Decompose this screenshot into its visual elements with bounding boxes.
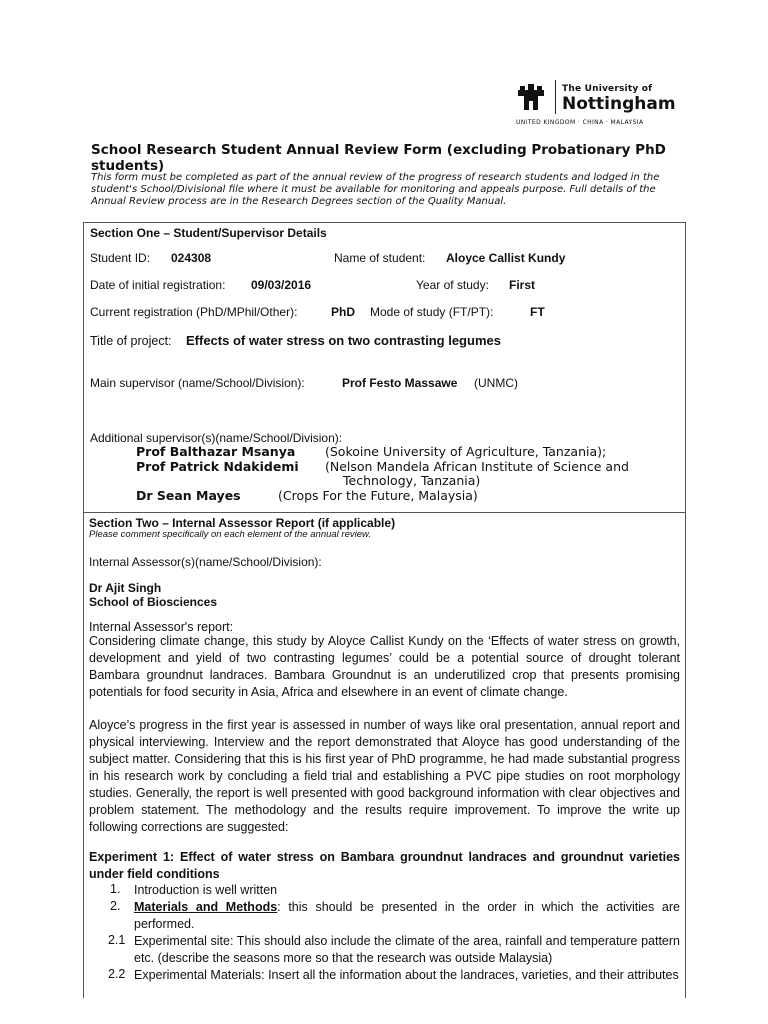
student-id-label: Student ID: [90,251,151,265]
university-name: Nottingham [562,94,676,114]
form-title: School Research Student Annual Review Form (excluding Probationary PhD students) [91,142,666,174]
materials-methods-heading: Materials and Methods [134,900,278,914]
section-two-heading: Section Two – Internal Assessor Report (if applicable) [89,516,396,530]
section-divider [83,512,685,513]
main-supervisor-affiliation: (UNMC) [474,376,518,390]
report-label: Internal Assessor's report: [89,620,234,634]
student-id-value: 024308 [171,251,212,265]
list-number: 2.1 [108,933,126,947]
list-item-text: Experimental Materials: Insert all the information about the landraces, varieties, and their attributes [134,968,679,982]
additional-supervisor-3-name: Dr Sean Mayes [136,488,241,503]
list-number: 2.2 [108,967,126,981]
mode-value: FT [530,305,545,319]
mode-label: Mode of study (FT/PT): [370,305,494,319]
report-paragraph-2: Aloyce’s progress in the first year is assessed in number of ways like oral presentation, annual report and physical interviewing. Interview and the report demonstrated that Aloyce has good understanding of the subject matter. Considering that this is his first year of PhD programme, he had made substantial progress in his research work by concluding a field trial and establishing a PVC pipe studies on root morphology studies. Generally, the report is well presented with good background information with clear objectives and problem statement. The methodology and the results require improvement. To improve the write up following corrections are suggested: [89,718,680,834]
form-description: This form must be completed as part of the annual review of the progress of research students and lodged in the student's School/Divisional file where it must be available for monitoring and appeals purpose. Full details of the Annual Review process are in the Research Degrees section of the Quality Manual. [91,172,660,207]
list-item-text: Experimental site: This should also include the climate of the area, rainfall and temperature pattern etc. (describe the seasons more so that the research was outside Malaysia) [134,934,680,965]
section-two-instruction: Please comment specifically on each element of the annual review. [89,529,371,540]
additional-supervisor-3-affiliation: (Crops For the Future, Malaysia) [278,488,478,503]
student-name-label: Name of student: [334,251,426,265]
reg-date-label: Date of initial registration: [90,278,226,292]
list-item-text: Introduction is well written [134,883,278,897]
logo-divider [555,80,556,114]
year-label: Year of study: [416,278,489,292]
student-name-value: Aloyce Callist Kundy [446,251,566,265]
experiment-1-title: Experiment 1: Effect of water stress on Bambara groundnut landraces and groundnut varieties under field conditions [89,850,680,881]
additional-supervisor-1-name: Prof Balthazar Msanya [136,444,296,459]
current-reg-value: PhD [331,305,355,319]
additional-supervisor-2-affiliation-cont: Technology, Tanzania) [343,473,481,488]
list-item-text [134,899,680,933]
list-number: 2. [110,899,121,913]
section-one-heading: Section One – Student/Supervisor Details [90,226,327,240]
campuses-text: UNITED KINGDOM · CHINA · MALAYSIA [516,119,644,126]
main-supervisor-label: Main supervisor (name/School/Division): [90,376,305,390]
reg-date-value: 09/03/2016 [251,278,312,292]
list-number: 1. [110,882,121,896]
university-crest-icon [516,82,546,112]
year-value: First [509,278,536,292]
report-paragraph-1: Considering climate change, this study by Aloyce Callist Kundy on the ‘Effects of water stress on growth, development and yield of two contrasting legumes’ could be a potential source of drought tolerant Bambara groundnut landraces. Bambara Groundnut is an underutilized crop that presents promising potentials for food security in Asia, Africa and elsewhere in an event of climate change. [89,634,680,699]
additional-supervisor-2-affiliation: (Nelson Mandela African Institute of Science and [325,459,629,474]
list-item-text-rest: : this should be presented in the order in which the activities are performed. [134,900,680,931]
current-reg-label: Current registration (PhD/MPhil/Other): [90,305,298,319]
additional-supervisors-label: Additional supervisor(s)(name/School/Division): [90,431,343,445]
main-supervisor-name: Prof Festo Massawe [342,376,458,390]
additional-supervisor-1-affiliation: (Sokoine University of Agriculture, Tanzania); [325,444,607,459]
additional-supervisor-2-name: Prof Patrick Ndakidemi [136,459,299,474]
assessor-school: School of Biosciences [89,595,218,609]
university-of-text: The University of [562,84,653,94]
internal-assessor-label: Internal Assessor(s)(name/School/Division): [89,555,322,569]
project-label: Title of project: [90,334,172,348]
assessor-name: Dr Ajit Singh [89,581,162,595]
project-title: Effects of water stress on two contrasting legumes [186,333,501,348]
